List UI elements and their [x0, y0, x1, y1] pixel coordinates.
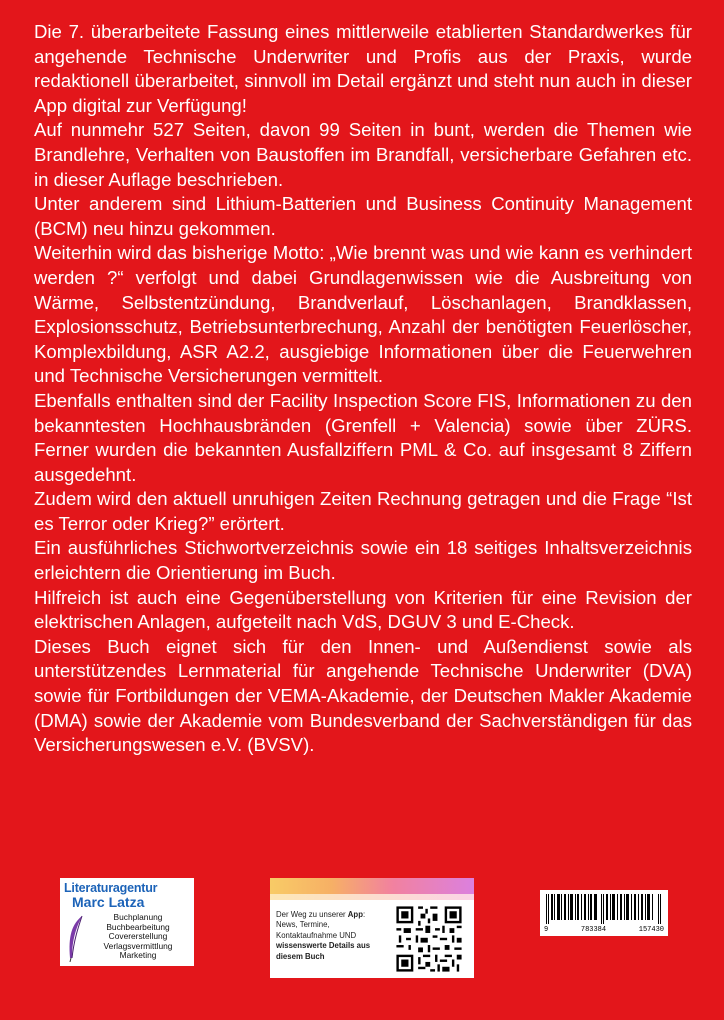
paragraph: Weiterhin wird das bisherige Motto: „Wie brennt was und wie kann es verhindert werden ?“ verfolgt und dabei Grundlagenwissen wie die Ausbreitung von Wärme, Selbstentzündung, Brandverlauf, Löschanlagen, Brandklassen, Explosionsschutz, Betriebsunterbrechung, Anzahl der benötigten Feuerlöscher, Komplexbildung, ASR A2.2, ausgiebige Informationen über die Feuerwehren und Technische Versicherungen vermittelt. — [34, 242, 692, 387]
paragraph: Auf nunmehr 527 Seiten, davon 99 Seiten in bunt, werden die Themen wie Brandlehre, Verhalten von Baustoffen im Brandfall, versicherbare Gefahren etc. in dieser Auflage beschrieben. — [34, 119, 692, 190]
app-intro: Der Weg zu unserer — [276, 910, 348, 919]
paragraph: Unter anderem sind Lithium-Batterien und Business Continuity Management (BCM) neu hinzu gekommen. — [34, 193, 692, 239]
gradient-bar-light — [270, 894, 474, 900]
barcode-bars — [546, 894, 662, 924]
gradient-bar — [270, 878, 474, 894]
paragraph: Ebenfalls enthalten sind der Facility Inspection Score FIS, Informationen zu den bekanntesten Hochhausbränden (Grenfell + Valencia) sowie über ZÜRS. Ferner wurden die bekannten Ausfallziffern PML & Co. auf insgesamt 8 Ziffern ausgedehnt. — [34, 389, 692, 485]
paragraph: Hilfreich ist auch eine Gegenüberstellung von Kriterien für eine Revision der elektrischen Anlagen, aufgeteilt nach VdS, DGUV 3 und E-Check. — [34, 586, 692, 633]
paragraph: Ein ausführliches Stichwortverzeichnis sowie ein 18 seitiges Inhaltsverzeichnis erleichtern die Orientierung im Buch. — [34, 537, 692, 584]
service-item: Buchbearbeitung — [106, 921, 170, 932]
paragraph: Zudem wird den aktuell unruhigen Zeiten Rechnung getragen und die Frage “Ist es Terror oder Krieg?” erörtert. — [34, 488, 692, 534]
service-item: Covererstellung — [108, 931, 168, 942]
service-item: Verlagsvermittlung — [103, 940, 173, 951]
app-line: Kontaktaufnahme UND — [276, 930, 357, 940]
barcode-digit: 157430 — [638, 926, 664, 934]
app-colon: : — [362, 910, 366, 919]
service-item: Buchplanung — [113, 912, 163, 922]
agency-logo — [60, 878, 194, 966]
barcode-numbers — [544, 926, 664, 934]
app-line: diesem Buch — [276, 951, 325, 961]
app-promo-card — [270, 878, 474, 978]
agency-services — [86, 913, 190, 961]
barcode-digit: 9 — [544, 926, 549, 934]
agency-name-line2: Marc Latza — [72, 894, 145, 910]
blurb-text — [34, 20, 692, 758]
app-promo-text — [276, 910, 388, 962]
quill-icon — [64, 914, 86, 962]
app-line: News, Termine, — [276, 920, 330, 930]
isbn-barcode — [540, 890, 668, 936]
paragraph: Dieses Buch eignet sich für den Innen- und Außendienst sowie als unterstützendes Lernmaterial für angehende Technische Underwriter (DVA) sowie für Fortbildungen der VEMA-Akademie, der Deutschen Makler Akademie (DMA) sowie der Akademie vom Bundesverband der Sachverständigen für das Versicherungswesen e.V. (BVSV). — [34, 635, 692, 756]
agency-name-line1: Literaturagentur — [64, 881, 158, 895]
paragraph: Die 7. überarbeitete Fassung eines mittlerweile etablierten Standardwerkes für angehende Technische Underwriter und Profis aus der Praxis, wurde redaktionell überarbeitet, sinnvoll im Detail ergänzt und steht nun auch in dieser App digital zur Verfügung! — [34, 21, 692, 116]
barcode-digit: 783384 — [580, 926, 607, 934]
service-item: Marketing — [119, 950, 157, 961]
app-word: App — [347, 910, 363, 919]
app-line: wissenswerte Details aus — [276, 941, 371, 951]
qr-code-icon[interactable] — [394, 904, 464, 974]
